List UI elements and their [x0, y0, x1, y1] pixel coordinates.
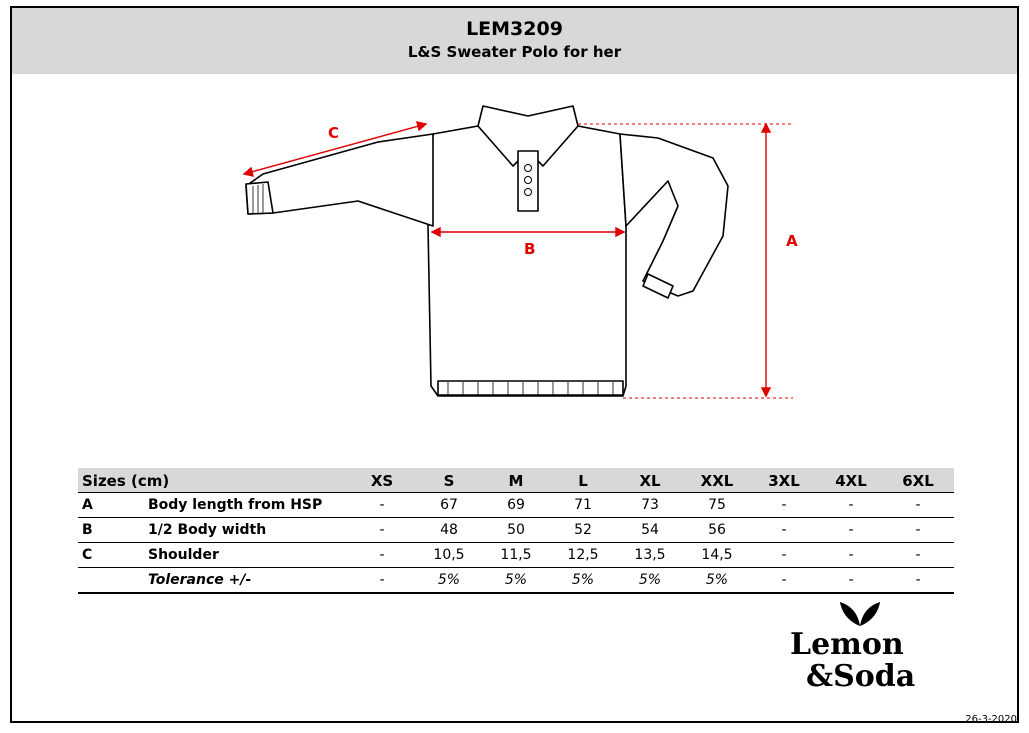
button — [525, 177, 532, 184]
table-cell: - — [379, 522, 385, 538]
garment-sketch — [228, 96, 808, 408]
row-code: C — [82, 547, 93, 563]
table-cell: - — [781, 572, 787, 588]
table-cell: 5% — [571, 572, 595, 588]
table-cell: 67 — [440, 497, 458, 513]
table-cell: 11,5 — [500, 547, 532, 563]
button — [525, 189, 532, 196]
row-name: 1/2 Body width — [148, 522, 267, 538]
table-cell: - — [915, 497, 921, 513]
table-cell: - — [848, 547, 854, 563]
table-row — [78, 518, 954, 543]
measure-label-a: A — [786, 232, 798, 250]
size-header: XL — [639, 472, 661, 490]
size-table — [78, 468, 954, 594]
table-cell: 14,5 — [701, 547, 733, 563]
table-cell: - — [781, 497, 787, 513]
size-header: 4XL — [835, 472, 867, 490]
table-cell: 75 — [708, 497, 726, 513]
document-date: 26-3-2020 — [965, 714, 1017, 725]
table-cell: - — [848, 572, 854, 588]
table-row — [78, 493, 954, 518]
row-name: Shoulder — [148, 547, 219, 563]
table-cell: 50 — [507, 522, 525, 538]
size-header: 6XL — [902, 472, 934, 490]
table-cell: 13,5 — [634, 547, 666, 563]
table-cell: - — [379, 572, 385, 588]
size-header: XS — [370, 472, 394, 490]
table-cell: 5% — [705, 572, 729, 588]
table-cell: 56 — [708, 522, 726, 538]
table-cell: - — [379, 547, 385, 563]
table-cell: 5% — [504, 572, 528, 588]
table-cell: - — [379, 497, 385, 513]
size-header: 3XL — [768, 472, 800, 490]
table-cell: - — [915, 522, 921, 538]
table-cell: - — [848, 497, 854, 513]
garment-left-cuff — [246, 182, 273, 214]
table-cell: 5% — [437, 572, 461, 588]
brand-line-1: Lemon — [790, 627, 904, 662]
table-row — [78, 543, 954, 568]
size-header: L — [578, 472, 588, 490]
table-cell: - — [915, 572, 921, 588]
size-header: S — [443, 472, 455, 490]
table-cell: 54 — [641, 522, 659, 538]
table-cell: - — [781, 522, 787, 538]
table-cell: - — [848, 522, 854, 538]
table-cell: 69 — [507, 497, 525, 513]
row-code: A — [82, 497, 93, 513]
size-header: XXL — [700, 472, 734, 490]
table-cell: 48 — [440, 522, 458, 538]
brand-line-2: &Soda — [806, 659, 916, 692]
table-cell: - — [781, 547, 787, 563]
size-header: M — [508, 472, 524, 490]
table-row — [78, 568, 954, 594]
table-cell: 71 — [574, 497, 592, 513]
row-code: B — [82, 522, 93, 538]
product-title: L&S Sweater Polo for her — [407, 43, 622, 61]
table-cell: 5% — [638, 572, 662, 588]
table-cell: 10,5 — [433, 547, 465, 563]
table-cell: - — [915, 547, 921, 563]
brand-logo — [770, 596, 960, 692]
table-corner-label: Sizes (cm) — [82, 472, 170, 490]
row-name: Body length from HSP — [148, 497, 323, 513]
product-code: LEM3209 — [466, 18, 563, 40]
measure-label-c: C — [328, 124, 340, 142]
header-bar — [12, 8, 1017, 74]
row-name: Tolerance +/- — [148, 572, 252, 588]
garment-right-sleeve — [620, 134, 728, 296]
table-cell: 73 — [641, 497, 659, 513]
table-cell: 52 — [574, 522, 592, 538]
garment-hem — [438, 381, 623, 395]
table-header-row — [78, 468, 954, 493]
measure-label-b: B — [524, 240, 536, 258]
button — [525, 165, 532, 172]
table-cell: 12,5 — [567, 547, 599, 563]
